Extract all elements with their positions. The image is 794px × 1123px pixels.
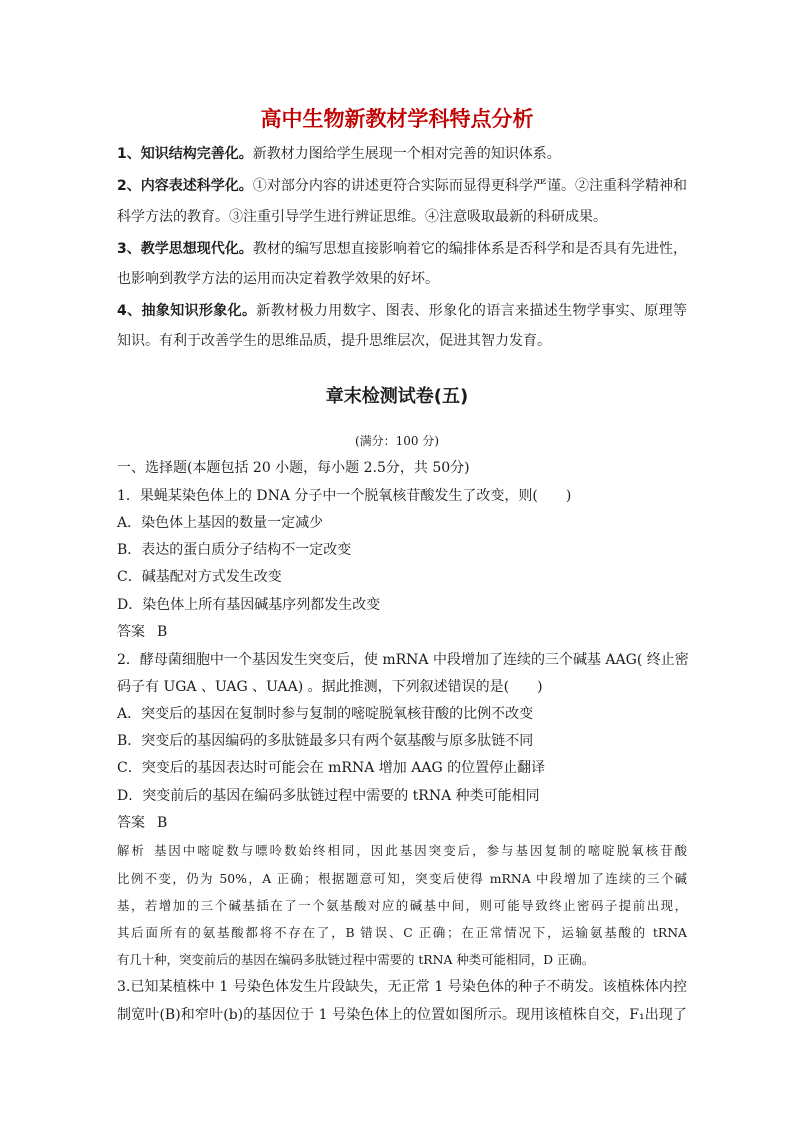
analysis-line: 有几十种，突变前后的基因在编码多肽链过程中需要的 tRNA 种类可能相同，D 正确。 (117, 952, 595, 967)
feature-item (117, 239, 687, 259)
section-heading: 一、选择题(本题包括 20 小题，每小题 2.5分，共 50分) (117, 460, 470, 476)
feature-text: 新教材极力用数字、图表、形象化的语言来描述生物学事实、原理等 (256, 303, 688, 319)
question-stem: 3.已知某植株中 1 号染色体发生片段缺失，无正常 1 号染色体的种子不萌发。该植株体内控 (117, 979, 687, 995)
option-d: D．染色体上所有基因碱基序列都发生改变 (117, 597, 381, 613)
analysis-line: 比例不变，仍为 50%，A 正确；根据题意可知，突变后使得 mRNA 中段增加了连续的三个碱 (117, 871, 687, 886)
feature-heading: 2、内容表述科学化。 (117, 178, 253, 194)
option-b: B．突变后的基因编码的多肽链最多只有两个氨基酸与原多肽链不同 (117, 733, 534, 749)
answer-label: 答案 (117, 624, 145, 640)
analysis-text: 基因中嘧啶数与嘌呤数始终相同，因此基因突变后，参与基因复制的嘧啶脱氧核苷酸 (153, 843, 688, 858)
feature-item (117, 144, 687, 164)
answer-value: B (157, 624, 168, 640)
feature-text-continued: 也影响到教学方法的运用而决定着教学效果的好坏。 (117, 271, 439, 287)
analysis-label: 解析 (117, 843, 146, 858)
feature-item (117, 301, 687, 321)
answer-line (117, 813, 687, 833)
feature-text-continued: 知识。有利于改善学生的思维品质，提升思维层次，促进其智力发育。 (117, 333, 551, 349)
feature-heading: 1、知识结构完善化。 (117, 146, 253, 162)
document-title: 高中生物新教材学科特点分析 (260, 107, 534, 131)
option-a: A．突变后的基因在复制时参与复制的嘧啶脱氧核苷酸的比例不改变 (117, 706, 534, 722)
feature-text: ①对部分内容的讲述更符合实际而显得更科学严谨。②注重科学精神和 (252, 178, 687, 194)
answer-label: 答案 (117, 815, 145, 831)
analysis-line (117, 841, 687, 861)
answer-line (117, 622, 687, 642)
feature-item (117, 176, 687, 196)
option-a: A．染色体上基因的数量一定减少 (117, 515, 324, 531)
option-c: C．碱基配对方式发生改变 (117, 569, 282, 585)
option-b: B．表达的蛋白质分子结构不一定改变 (117, 542, 352, 558)
feature-text: 新教材力图给学生展现一个相对完善的知识体系。 (252, 146, 561, 162)
question-stem: 2．酵母菌细胞中一个基因发生突变后，使 mRNA 中段增加了连续的三个碱基 AAG( 终止密 (117, 652, 689, 668)
question-stem-continued: 码子有 UGA 、UAG 、UAA) 。据此推测，下列叙述错误的是( ) (117, 679, 543, 695)
feature-heading: 4、抽象知识形象化。 (117, 303, 257, 319)
answer-value: B (157, 815, 168, 831)
feature-text-continued: 科学方法的教育。③注重引导学生进行辨证思维。④注意吸取最新的科研成果。 (117, 209, 607, 225)
question-stem: 1．果蝇某染色体上的 DNA 分子中一个脱氧核苷酸发生了改变，则( ) (117, 488, 572, 504)
chapter-title: 章末检测试卷(五) (325, 386, 469, 407)
analysis-line: 其后面所有的氨基酸都将不存在了，B 错误、C 正确；在正常情况下，运输氨基酸的 tRNA (117, 925, 687, 940)
feature-text: 教材的编写思想直接影响着它的编排体系是否科学和是否具有先进性， (252, 241, 687, 257)
option-c: C．突变后的基因表达时可能会在 mRNA 增加 AAG 的位置停止翻译 (117, 760, 546, 776)
score-note: (满分：100 分) (354, 434, 440, 448)
question-stem-continued: 制宽叶(B)和窄叶(b)的基因位于 1 号染色体上的位置如图所示。现用该植株自交，F₁出现了 (117, 1007, 687, 1023)
analysis-line: 基，若增加的三个碱基插在了一个氨基酸对应的碱基中间，则可能导致终止密码子提前出现， (117, 898, 687, 913)
feature-heading: 3、教学思想现代化。 (117, 241, 253, 257)
option-d: D．突变前后的基因在编码多肽链过程中需要的 tRNA 种类可能相同 (117, 788, 540, 804)
